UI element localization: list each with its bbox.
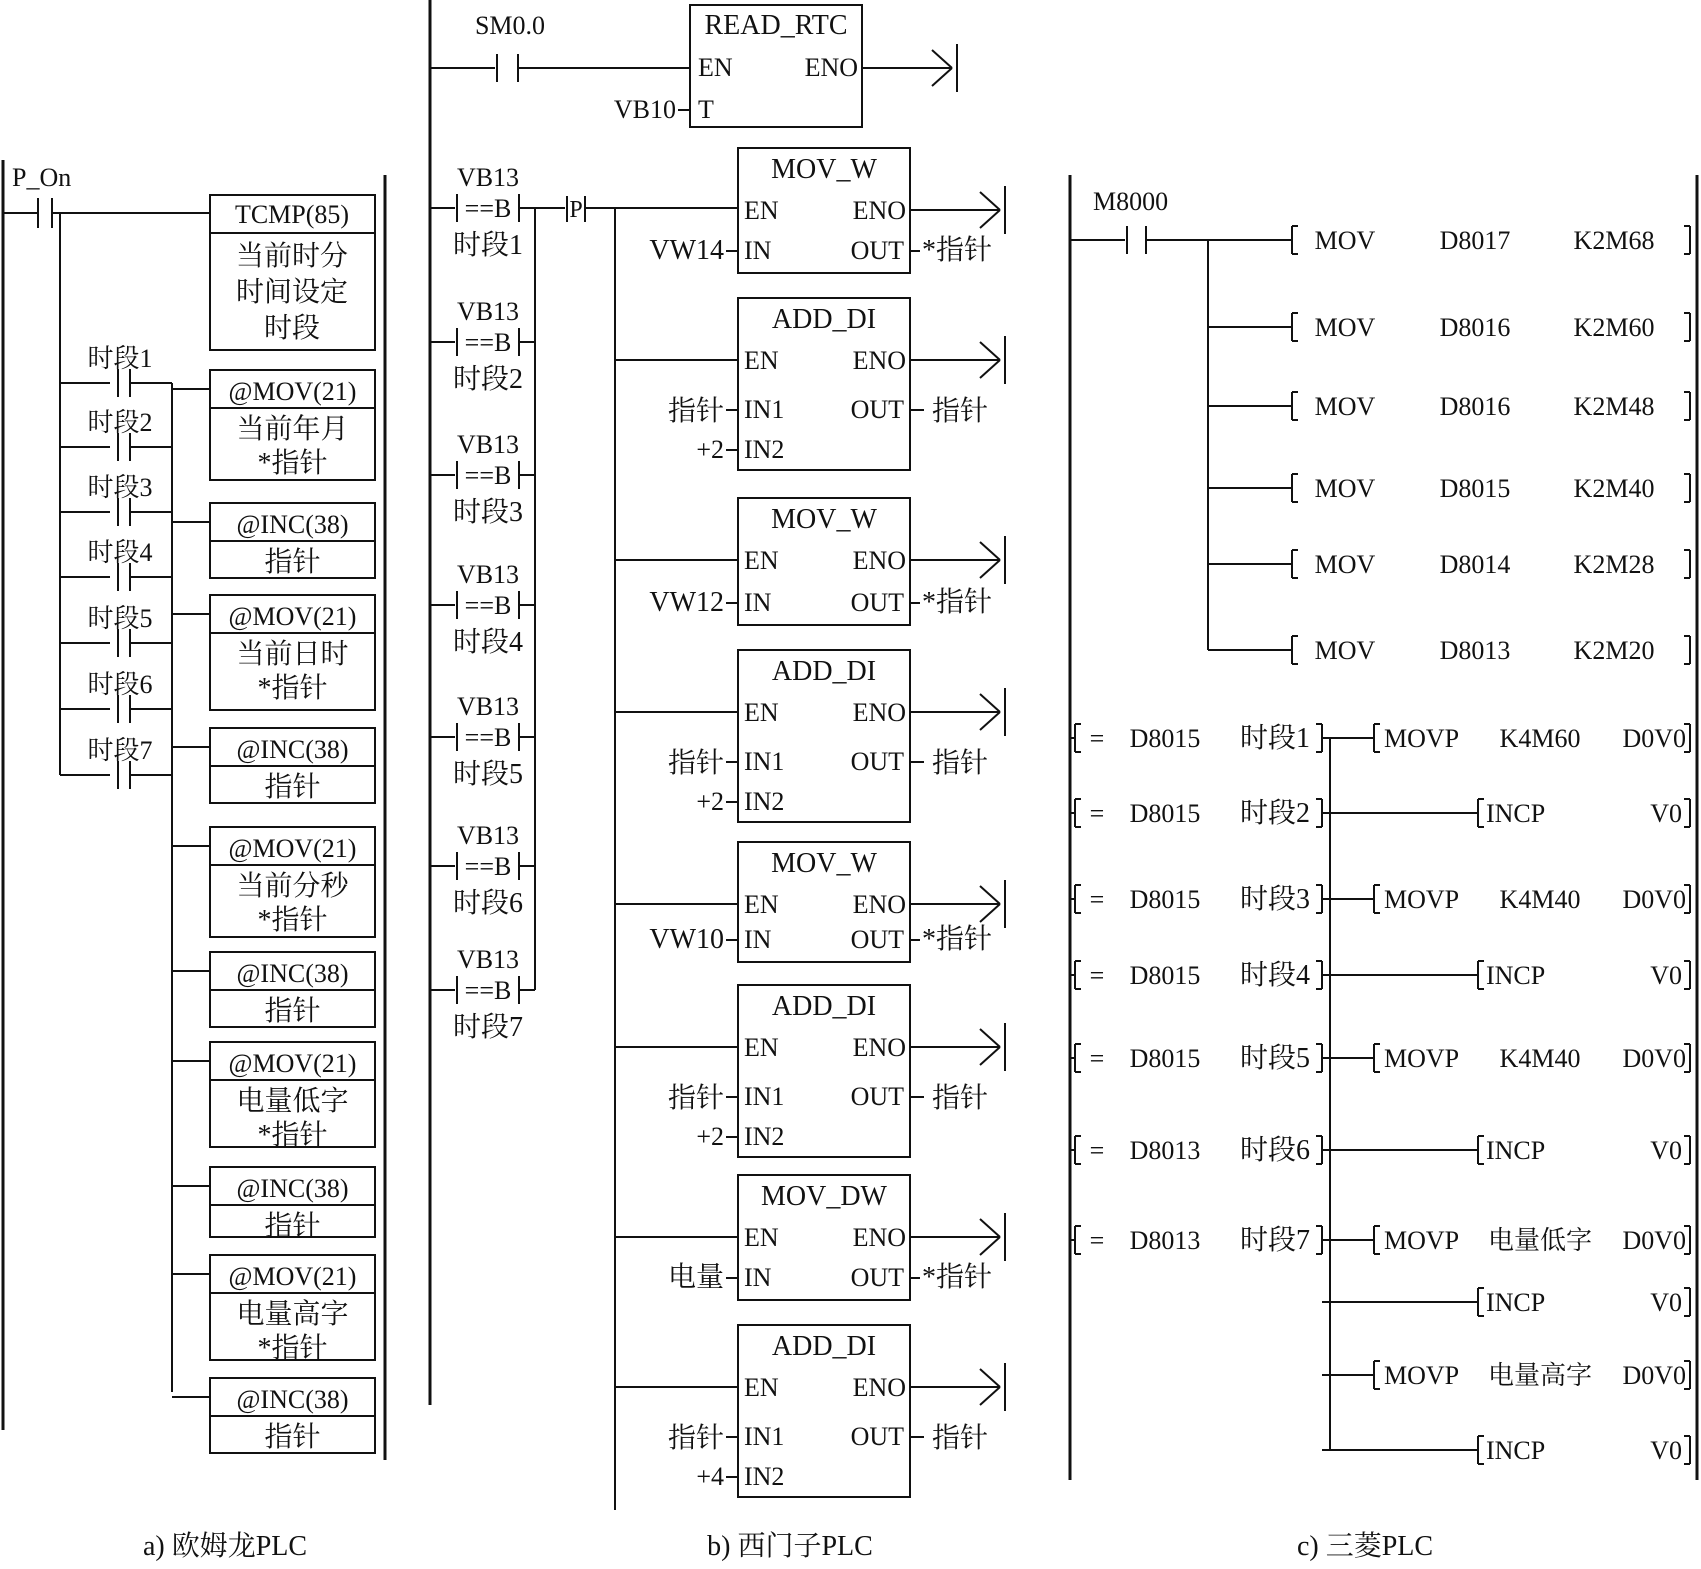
incp-dst: V0 (1650, 799, 1682, 828)
pin-en: EN (744, 698, 779, 727)
mov-dst: K2M40 (1573, 474, 1655, 503)
output-arrow-head (980, 1237, 1000, 1255)
pin-in2: IN2 (744, 435, 785, 464)
pin-in1-operand: 指针 (667, 1083, 724, 1114)
output-arrow-head (980, 712, 1000, 730)
compare-ref: 时段3 (1239, 884, 1311, 915)
mov-src: D8017 (1439, 226, 1511, 255)
omron-ladder (3, 160, 385, 1460)
omron-block-operand: 指针 (264, 547, 321, 578)
mov-op: MOV (1314, 313, 1376, 342)
pin-out: OUT (850, 395, 904, 424)
incp-op: INCP (1486, 961, 1546, 990)
compare-op: = (1089, 885, 1105, 914)
compare-op: = (1089, 1044, 1105, 1073)
pin-in1: IN1 (744, 1422, 785, 1451)
tcmp-operand: 时间设定 (235, 277, 349, 308)
pin-in1-operand: 指针 (667, 396, 724, 427)
pin-out: OUT (850, 747, 904, 776)
pin-in2-operand: +2 (696, 787, 724, 816)
compare-operator: ==B (464, 723, 512, 752)
omron-block-operand: 指针 (264, 772, 321, 803)
pin-eno: ENO (852, 1223, 906, 1252)
output-arrow-head (932, 50, 952, 68)
omron-block-title: @INC(38) (236, 1385, 349, 1414)
incp-op: INCP (1486, 799, 1546, 828)
siemens-block-title: MOV_W (771, 154, 877, 185)
omron-block-operand: *指针 (257, 673, 328, 704)
incp-op: INCP (1486, 1436, 1546, 1465)
compare-period: 时段7 (452, 1012, 524, 1043)
compare-op: = (1089, 961, 1105, 990)
siemens-block-title: ADD_DI (771, 1331, 877, 1362)
output-arrow-head (980, 904, 1000, 922)
movp-op: MOVP (1384, 1044, 1460, 1073)
pin-in2-operand: +2 (696, 1122, 724, 1151)
pin-en: EN (744, 196, 779, 225)
omron-block-operand: *指针 (257, 1333, 328, 1364)
pin-eno: ENO (852, 698, 906, 727)
mov-op: MOV (1314, 636, 1376, 665)
movp-src: K4M40 (1499, 885, 1581, 914)
pin-out: OUT (850, 588, 904, 617)
omron-block-title: @MOV(21) (228, 1262, 357, 1291)
incp-dst: V0 (1650, 1136, 1682, 1165)
pin-eno: ENO (852, 1033, 906, 1062)
pin-in1: IN1 (744, 1082, 785, 1111)
omron-block-title: @INC(38) (236, 1174, 349, 1203)
movp-src: K4M60 (1499, 724, 1581, 753)
m8000-label: M8000 (1093, 187, 1169, 216)
omron-block-operand: 当前分秒 (236, 871, 349, 902)
p-contact-label: P (569, 197, 583, 223)
output-arrow-head (980, 1369, 1000, 1387)
pin-en: EN (744, 346, 779, 375)
pin-en: EN (744, 1033, 779, 1062)
pin-out-operand: *指针 (922, 1262, 993, 1293)
pin-out-operand: 指针 (932, 1083, 989, 1114)
pin-in2-operand: +4 (696, 1462, 724, 1491)
incp-op: INCP (1486, 1288, 1546, 1317)
compare-variable: VB13 (456, 430, 520, 459)
omron-block-operand: 指针 (264, 1211, 321, 1242)
movp-src: 电量高字 (1487, 1361, 1593, 1390)
movp-op: MOVP (1384, 1361, 1460, 1390)
output-arrow-head (980, 192, 1000, 210)
siemens-block-title: ADD_DI (771, 304, 877, 335)
pin-out-operand: 指针 (932, 396, 989, 427)
incp-dst: V0 (1650, 961, 1682, 990)
pin-in2: IN2 (744, 1462, 785, 1491)
output-arrow-head (980, 1387, 1000, 1405)
mov-op: MOV (1314, 392, 1376, 421)
mitsubishi-ladder (1070, 175, 1697, 1480)
omron-block-operand: 指针 (264, 996, 321, 1027)
mov-src: D8016 (1439, 392, 1511, 421)
omron-block-operand: 当前年月 (236, 414, 349, 445)
siemens-block-title: MOV_DW (761, 1181, 887, 1212)
omron-block-title: @MOV(21) (228, 377, 357, 406)
period-contact-label: 时段2 (87, 408, 153, 437)
pin-in2-operand: +2 (696, 435, 724, 464)
compare-period: 时段5 (452, 759, 524, 790)
mov-op: MOV (1314, 550, 1376, 579)
compare-period: 时段3 (452, 497, 524, 528)
mov-src: D8014 (1439, 550, 1511, 579)
movp-dst: D0V0 (1622, 1226, 1686, 1255)
pin-eno: ENO (852, 546, 906, 575)
pin-out: OUT (850, 1263, 904, 1292)
period-contact-label: 时段3 (87, 473, 153, 502)
compare-ref: 时段1 (1239, 723, 1311, 754)
omron-block-title: @INC(38) (236, 735, 349, 764)
pin-in-operand: 电量 (667, 1262, 724, 1293)
compare-src: D8015 (1129, 1044, 1201, 1073)
siemens-ladder (430, 0, 1005, 1510)
movp-src: 电量低字 (1487, 1226, 1593, 1255)
compare-ref: 时段4 (1239, 960, 1311, 991)
pin-in: IN (744, 588, 772, 617)
output-arrow-head (980, 360, 1000, 378)
compare-operator: ==B (464, 852, 512, 881)
omron-block-operand: 电量高字 (236, 1299, 349, 1330)
movp-op: MOVP (1384, 1226, 1460, 1255)
pin-en: EN (744, 1373, 779, 1402)
mov-src: D8015 (1439, 474, 1511, 503)
pin-in1-operand: 指针 (667, 1423, 724, 1454)
pin-out-operand: *指针 (922, 587, 993, 618)
pin-eno: ENO (852, 1373, 906, 1402)
output-arrow-head (980, 1029, 1000, 1047)
pin-in2: IN2 (744, 1122, 785, 1151)
caption-mitsubishi: c) 三菱PLC (1296, 1531, 1434, 1562)
pin-en: EN (744, 1223, 779, 1252)
compare-period: 时段1 (452, 230, 524, 261)
compare-src: D8015 (1129, 799, 1201, 828)
compare-src: D8015 (1129, 961, 1201, 990)
pin-in1: IN1 (744, 395, 785, 424)
omron-block-operand: 指针 (264, 1422, 321, 1453)
pin-out-operand: *指针 (922, 235, 993, 266)
output-arrow-head (932, 68, 952, 86)
rtc-contact-label: SM0.0 (474, 11, 546, 40)
pin-en: EN (744, 546, 779, 575)
siemens-block-title: ADD_DI (771, 991, 877, 1022)
compare-src: D8015 (1129, 724, 1201, 753)
mov-dst: K2M20 (1573, 636, 1655, 665)
movp-dst: D0V0 (1622, 1044, 1686, 1073)
caption-siemens: b) 西门子PLC (707, 1531, 873, 1562)
pin-in2: IN2 (744, 787, 785, 816)
tcmp-operand: 时段 (263, 313, 321, 344)
pin-in: IN (744, 236, 772, 265)
mov-dst: K2M60 (1573, 313, 1655, 342)
compare-period: 时段4 (452, 627, 524, 658)
omron-block-operand: *指针 (257, 905, 328, 936)
mov-dst: K2M68 (1573, 226, 1655, 255)
output-arrow-head (980, 342, 1000, 360)
pin-in1-operand: 指针 (667, 748, 724, 779)
pin-in-operand: VW14 (649, 235, 724, 266)
mov-dst: K2M48 (1573, 392, 1655, 421)
pin-en: EN (698, 53, 733, 82)
output-arrow-head (980, 694, 1000, 712)
output-arrow-head (980, 1047, 1000, 1065)
compare-period: 时段6 (452, 888, 524, 919)
movp-dst: D0V0 (1622, 1361, 1686, 1390)
compare-operator: ==B (464, 591, 512, 620)
compare-variable: VB13 (456, 945, 520, 974)
compare-operator: ==B (464, 194, 512, 223)
compare-ref: 时段6 (1239, 1135, 1311, 1166)
compare-variable: VB13 (456, 692, 520, 721)
pin-in: IN (744, 925, 772, 954)
compare-operator: ==B (464, 328, 512, 357)
omron-block-operand: *指针 (257, 1120, 328, 1151)
pin-out-operand: 指针 (932, 1423, 989, 1454)
pin-out-operand: 指针 (932, 748, 989, 779)
period-contact-label: 时段6 (87, 670, 153, 699)
compare-op: = (1089, 799, 1105, 828)
compare-op: = (1089, 1226, 1105, 1255)
pin-t-operand: VB10 (613, 95, 676, 124)
pin-eno: ENO (852, 196, 906, 225)
incp-dst: V0 (1650, 1436, 1682, 1465)
read-rtc-title: READ_RTC (704, 10, 848, 41)
movp-op: MOVP (1384, 885, 1460, 914)
pin-in1: IN1 (744, 747, 785, 776)
period-contact-label: 时段4 (87, 538, 153, 567)
mov-op: MOV (1314, 474, 1376, 503)
compare-variable: VB13 (456, 821, 520, 850)
incp-op: INCP (1486, 1136, 1546, 1165)
omron-block-title: @INC(38) (236, 959, 349, 988)
siemens-block-title: MOV_W (771, 848, 877, 879)
output-arrow-head (980, 542, 1000, 560)
output-arrow-head (980, 1219, 1000, 1237)
output-arrow-head (980, 886, 1000, 904)
compare-operator: ==B (464, 461, 512, 490)
period-contact-label: 时段5 (87, 604, 153, 633)
compare-period: 时段2 (452, 364, 524, 395)
movp-dst: D0V0 (1622, 885, 1686, 914)
output-arrow-head (980, 210, 1000, 228)
pin-eno: ENO (852, 890, 906, 919)
period-contact-label: 时段1 (87, 344, 153, 373)
pin-eno: ENO (852, 346, 906, 375)
compare-operator: ==B (464, 976, 512, 1005)
pin-out: OUT (850, 1082, 904, 1111)
tcmp-operand: 当前时分 (235, 241, 349, 272)
compare-src: D8015 (1129, 885, 1201, 914)
siemens-block-title: ADD_DI (771, 656, 877, 687)
omron-block-operand: 电量低字 (236, 1086, 349, 1117)
mov-dst: K2M28 (1573, 550, 1655, 579)
siemens-block-title: MOV_W (771, 504, 877, 535)
pin-eno: ENO (804, 53, 858, 82)
omron-block-title: @MOV(21) (228, 1049, 357, 1078)
mov-op: MOV (1314, 226, 1376, 255)
movp-dst: D0V0 (1622, 724, 1686, 753)
pin-out-operand: *指针 (922, 924, 993, 955)
pin-in-operand: VW12 (649, 587, 724, 618)
omron-block-operand: 当前日时 (236, 639, 349, 670)
compare-src: D8013 (1129, 1136, 1201, 1165)
compare-op: = (1089, 1136, 1105, 1165)
compare-ref: 时段7 (1239, 1225, 1311, 1256)
compare-ref: 时段5 (1239, 1043, 1311, 1074)
mov-src: D8016 (1439, 313, 1511, 342)
compare-op: = (1089, 724, 1105, 753)
pin-out: OUT (850, 1422, 904, 1451)
compare-src: D8013 (1129, 1226, 1201, 1255)
tcmp-title: TCMP(85) (234, 200, 350, 229)
movp-src: K4M40 (1499, 1044, 1581, 1073)
compare-ref: 时段2 (1239, 798, 1311, 829)
pin-in-operand: VW10 (649, 924, 724, 955)
pin-en: EN (744, 890, 779, 919)
pin-t: T (698, 95, 714, 124)
pin-out: OUT (850, 925, 904, 954)
movp-op: MOVP (1384, 724, 1460, 753)
pin-in: IN (744, 1263, 772, 1292)
omron-block-title: @MOV(21) (228, 602, 357, 631)
incp-dst: V0 (1650, 1288, 1682, 1317)
omron-block-title: @INC(38) (236, 510, 349, 539)
caption-omron: a) 欧姆龙PLC (142, 1531, 308, 1562)
compare-variable: VB13 (456, 297, 520, 326)
pin-out: OUT (850, 236, 904, 265)
compare-variable: VB13 (456, 163, 520, 192)
omron-block-operand: *指针 (257, 448, 328, 479)
compare-variable: VB13 (456, 560, 520, 589)
output-arrow-head (980, 560, 1000, 578)
contact-label: P_On (12, 163, 72, 192)
mov-src: D8013 (1439, 636, 1511, 665)
omron-block-title: @MOV(21) (228, 834, 357, 863)
period-contact-label: 时段7 (87, 736, 153, 765)
